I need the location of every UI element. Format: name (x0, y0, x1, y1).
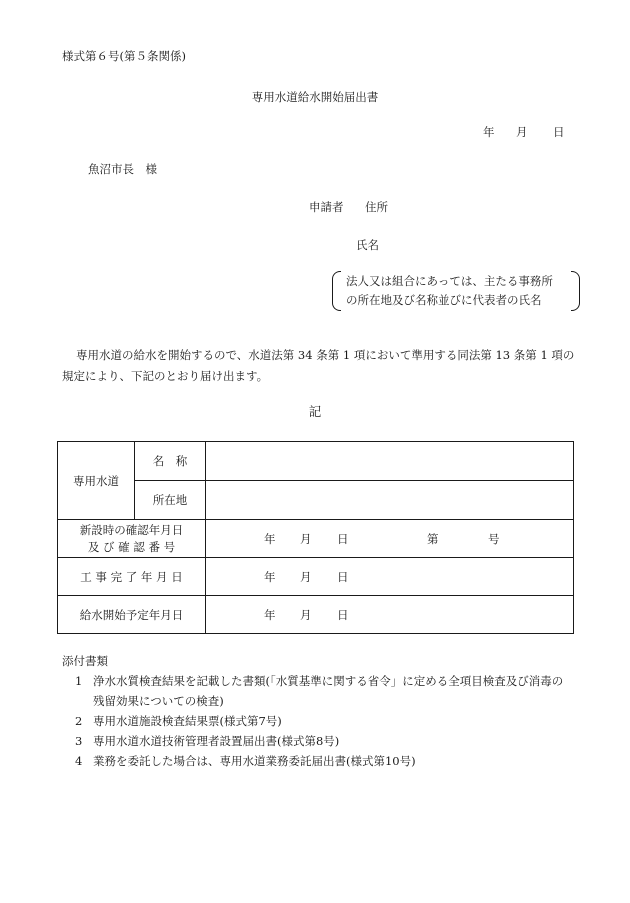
attachment-item-1 (75, 676, 563, 688)
name-label: 氏名 (356, 238, 379, 252)
attachment-number: 4 (75, 754, 83, 768)
attachment-text: 浄水水質検査結果を記載した書類(「水質基準に関する省令」に定める全項目検査及び消毒の (93, 674, 564, 688)
confirmation-field-value[interactable] (206, 520, 574, 558)
corporation-note-line-1: 法人又は組合にあっては、主たる事務所 (346, 274, 553, 288)
confirm-month: 月 (300, 531, 312, 546)
corporation-note-line-2: の所在地及び名称並びに代表者の氏名 (346, 293, 542, 307)
completion-date-label: 工 事 完 了 年 月 日 (58, 558, 206, 596)
start-month: 月 (300, 607, 312, 622)
start-day: 日 (337, 607, 349, 622)
attachment-item-3 (75, 736, 339, 748)
date-year-label: 年 (483, 125, 495, 139)
applicant-label: 申請者 (309, 200, 344, 214)
name-field-label: 名 称 (135, 442, 206, 481)
completion-date-value[interactable] (206, 558, 574, 596)
body-text-line-1: 専用水道の給水を開始するので、水道法第 34 条第 1 項において準用する同法第 13 条第 1 項の (76, 348, 575, 362)
supply-start-date-value[interactable] (206, 596, 574, 634)
completion-day: 日 (337, 569, 349, 584)
completion-year: 年 (264, 569, 276, 584)
left-parenthesis (332, 271, 341, 311)
supply-start-date-label: 給水開始予定年月日 (58, 596, 206, 634)
table-row (58, 558, 574, 596)
location-field-label: 所在地 (135, 481, 206, 520)
info-table (57, 441, 574, 634)
attachment-item-4 (75, 756, 416, 768)
attachment-text: 専用水道施設検査結果票(様式第7号) (93, 714, 282, 728)
name-field-value[interactable] (206, 442, 574, 481)
table-row (58, 520, 574, 558)
attachment-item-1-continuation: 残留効果についての検査) (93, 694, 224, 708)
date-month-label: 月 (516, 125, 528, 139)
confirm-number-suffix: 号 (488, 531, 500, 546)
completion-month: 月 (300, 569, 312, 584)
right-parenthesis (571, 271, 580, 311)
confirmation-label-line-1: 新設時の確認年月日 (79, 523, 184, 538)
start-year: 年 (264, 607, 276, 622)
confirmation-field-label (58, 520, 206, 558)
form-number: 様式第６号(第５条関係) (62, 49, 186, 63)
attachment-text: 業務を委託した場合は、専用水道業務委託届出書(様式第10号) (93, 754, 416, 768)
confirm-day: 日 (337, 531, 349, 546)
attachment-item-2 (75, 716, 282, 728)
table-row (58, 596, 574, 634)
table-row (58, 442, 574, 481)
addressee: 魚沼市長 様 (88, 162, 157, 176)
water-supply-group-label: 専用水道 (58, 442, 135, 520)
document-title: 専用水道給水開始届出書 (251, 90, 379, 104)
date-day-label: 日 (553, 125, 565, 139)
attachments-heading: 添付書類 (62, 654, 108, 668)
confirmation-label-line-2: 及 び 確 認 番 号 (87, 539, 176, 554)
confirm-year: 年 (264, 531, 276, 546)
attachment-number: 1 (75, 674, 83, 688)
table-row (58, 481, 574, 520)
attachment-text: 専用水道水道技術管理者設置届出書(様式第8号) (93, 734, 340, 748)
body-text-line-2: 規定により、下記のとおり届け出ます。 (62, 369, 269, 383)
attachment-number: 3 (75, 734, 83, 748)
corporation-note (332, 271, 580, 311)
location-field-value[interactable] (206, 481, 574, 520)
ki-heading: 記 (308, 404, 322, 419)
attachment-number: 2 (75, 714, 83, 728)
address-label: 住所 (365, 200, 388, 214)
confirm-number-prefix: 第 (427, 531, 439, 546)
